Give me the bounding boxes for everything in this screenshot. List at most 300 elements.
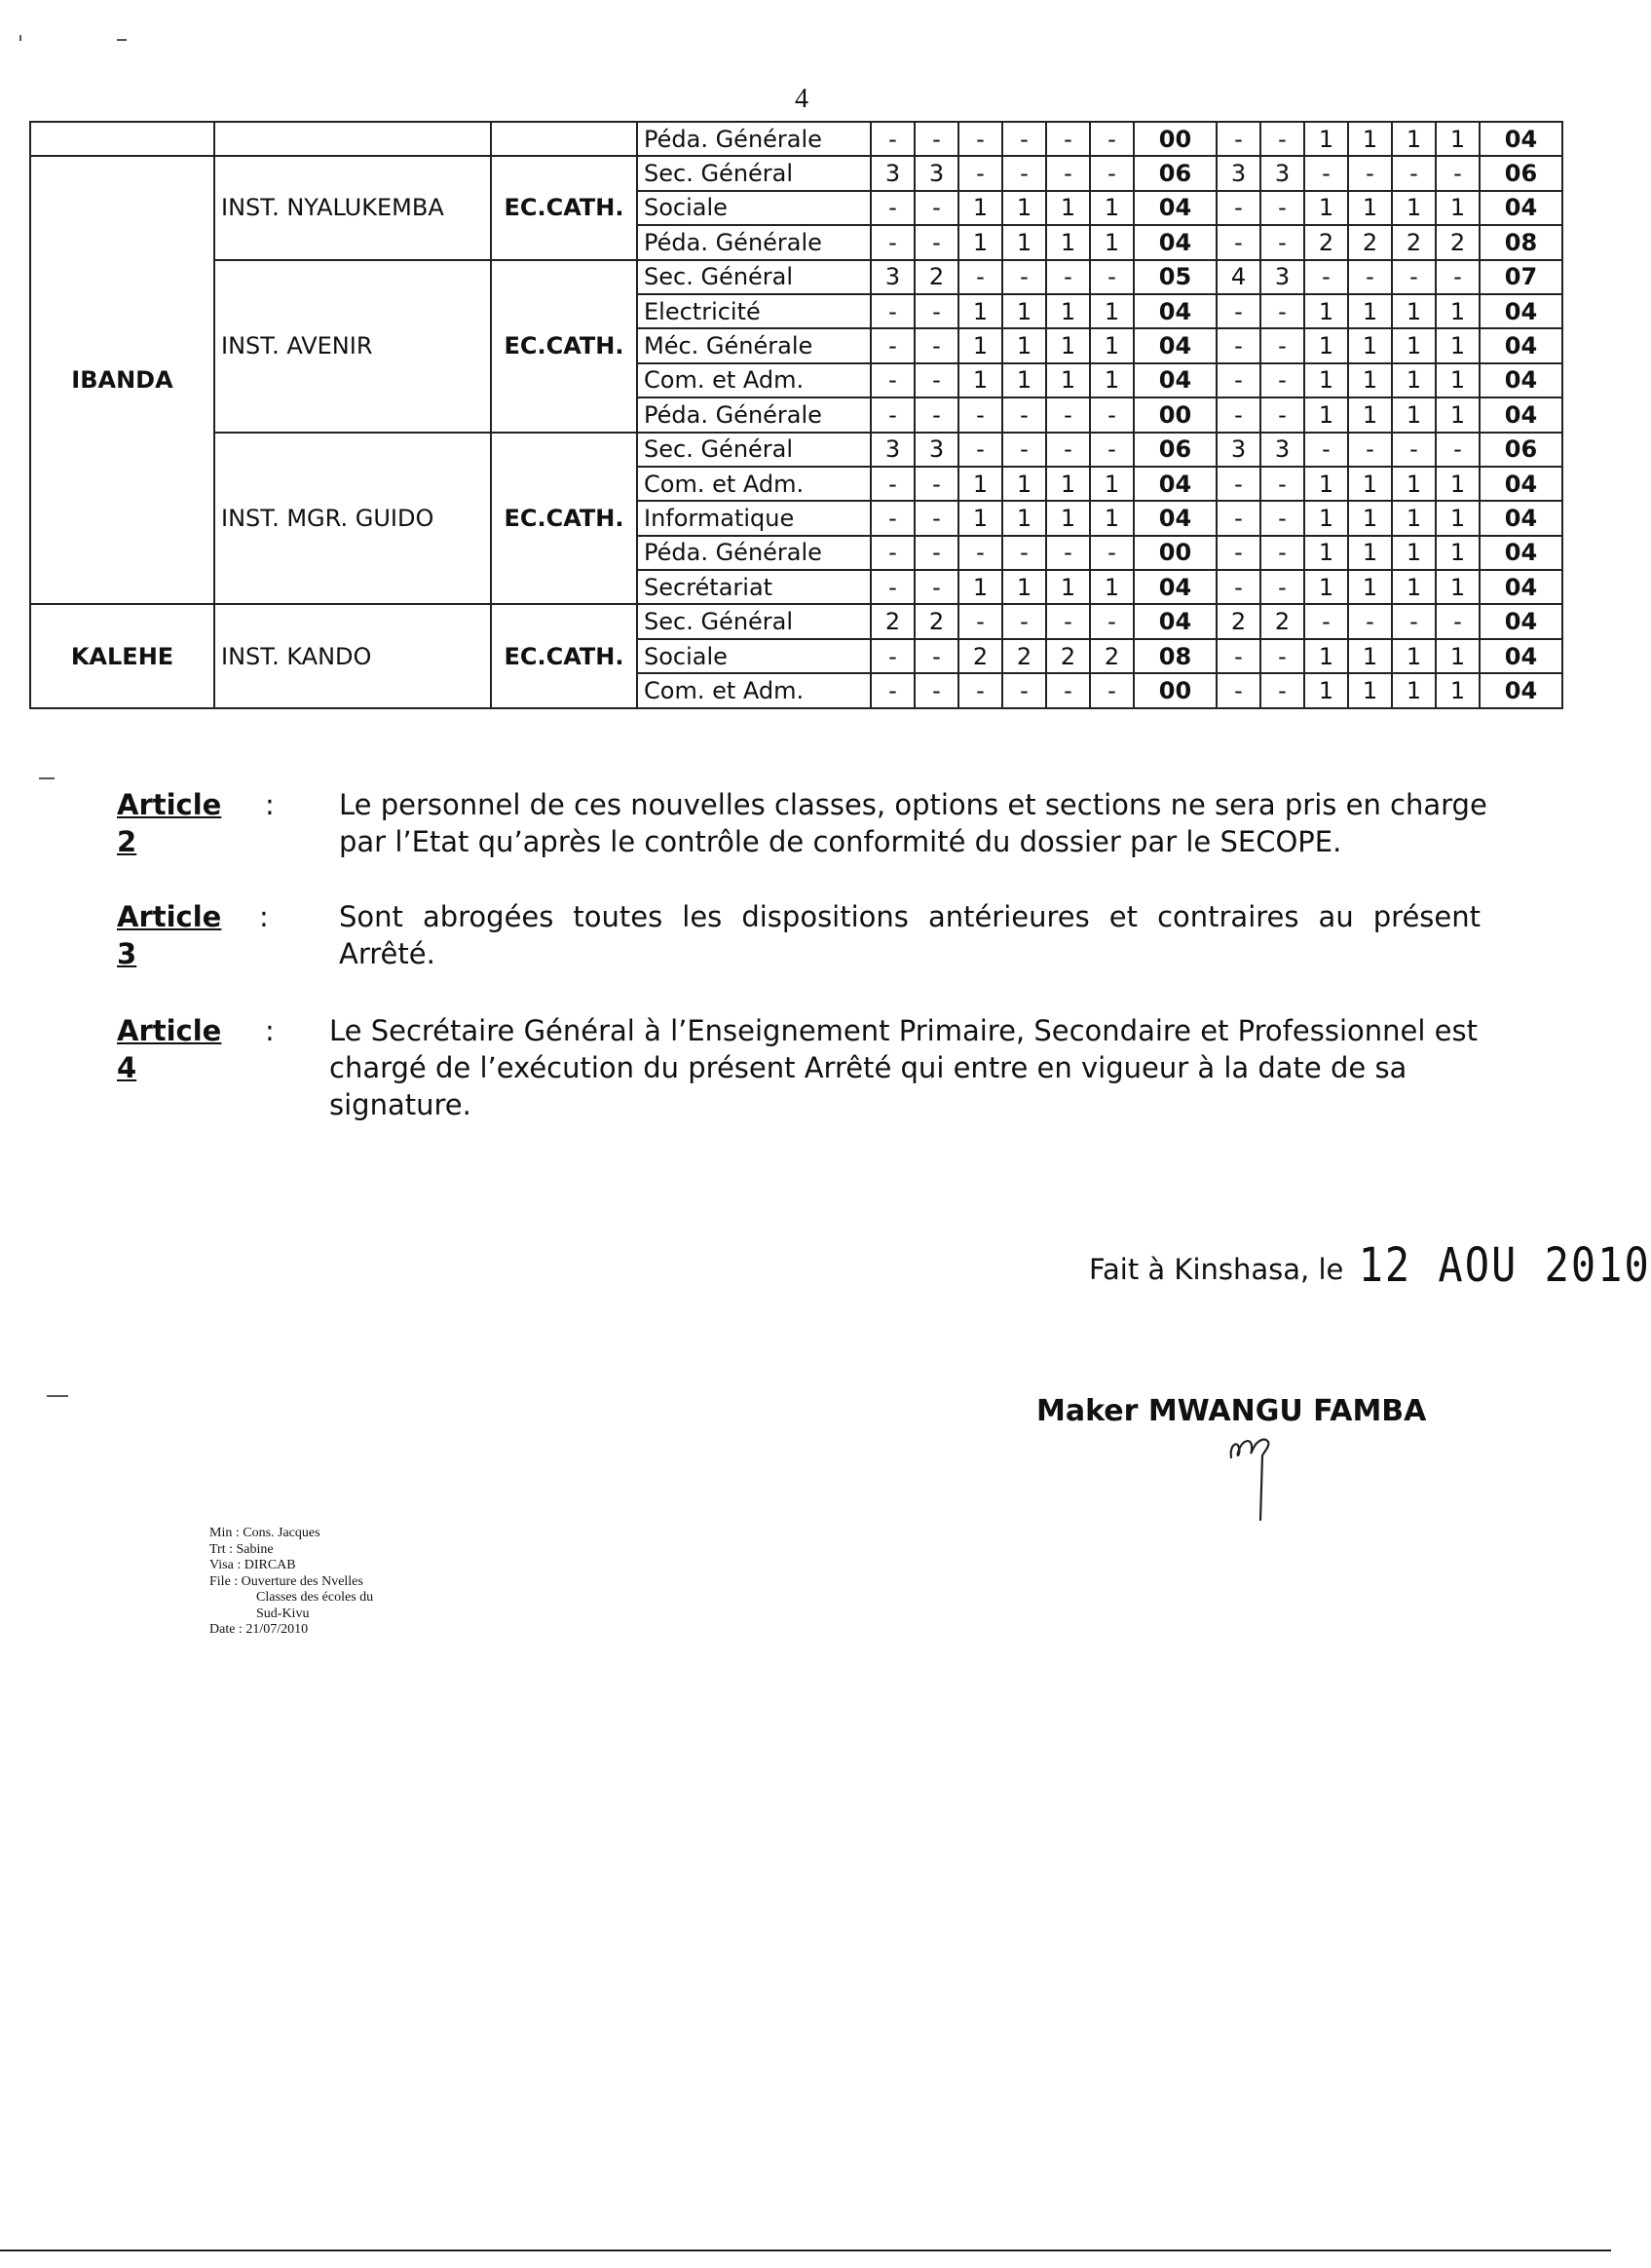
class-count-cell: - xyxy=(958,433,1002,467)
class-count-cell: - xyxy=(1090,433,1134,467)
class-count-cell: - xyxy=(1348,260,1392,294)
table-row xyxy=(30,604,1562,638)
class-count-cell: - xyxy=(1002,433,1046,467)
scan-mark xyxy=(39,777,55,779)
class-count-cell: - xyxy=(1260,294,1304,328)
class-count-cell: - xyxy=(1046,156,1090,190)
class-count-cell: - xyxy=(871,294,915,328)
class-count-cell: 1 xyxy=(1304,570,1348,604)
class-count-cell: - xyxy=(1348,433,1392,467)
class-count-cell: 1 xyxy=(1304,639,1348,673)
total-cell: 08 xyxy=(1480,225,1562,259)
class-count-cell: - xyxy=(871,673,915,707)
class-count-cell: 1 xyxy=(1090,363,1134,397)
class-count-cell: - xyxy=(871,225,915,259)
class-count-cell: 3 xyxy=(1260,156,1304,190)
class-count-cell: - xyxy=(915,191,958,225)
class-count-cell: 1 xyxy=(1348,397,1392,432)
option-cell: Com. et Adm. xyxy=(637,673,871,707)
class-count-cell: 1 xyxy=(1348,570,1392,604)
province-cell: IBANDA xyxy=(30,156,214,604)
class-count-cell: 1 xyxy=(1304,673,1348,707)
class-count-cell: 1 xyxy=(1002,191,1046,225)
class-count-cell: 3 xyxy=(1217,156,1260,190)
scan-mark xyxy=(117,39,127,41)
reference-line: Trt : Sabine xyxy=(209,1541,274,1557)
class-count-cell: 1 xyxy=(1436,122,1480,156)
class-count-cell: - xyxy=(871,328,915,362)
class-count-cell: - xyxy=(958,156,1002,190)
class-count-cell: - xyxy=(871,570,915,604)
class-count-cell: 1 xyxy=(1304,467,1348,501)
class-count-cell: 1 xyxy=(1392,501,1436,535)
class-count-cell: - xyxy=(1002,673,1046,707)
article-colon: : xyxy=(259,900,269,933)
class-count-cell: 1 xyxy=(1304,191,1348,225)
option-cell: Péda. Générale xyxy=(637,397,871,432)
class-count-cell: - xyxy=(1002,397,1046,432)
total-cell: 07 xyxy=(1480,260,1562,294)
total-cell: 06 xyxy=(1134,156,1217,190)
total-cell: 04 xyxy=(1480,604,1562,638)
option-cell: Péda. Générale xyxy=(637,536,871,570)
class-count-cell: - xyxy=(1046,122,1090,156)
total-cell: 04 xyxy=(1480,397,1562,432)
class-count-cell: - xyxy=(915,639,958,673)
class-count-cell: - xyxy=(1046,397,1090,432)
class-count-cell: - xyxy=(1348,604,1392,638)
scan-mark xyxy=(47,1395,68,1397)
class-count-cell: 1 xyxy=(1392,397,1436,432)
class-count-cell: - xyxy=(1217,122,1260,156)
table-row xyxy=(30,122,1562,156)
class-count-cell: 1 xyxy=(1348,294,1392,328)
class-count-cell: - xyxy=(1090,673,1134,707)
class-count-cell: - xyxy=(1002,122,1046,156)
class-count-cell: 1 xyxy=(1002,225,1046,259)
allocation-table xyxy=(29,121,1563,709)
class-count-cell: - xyxy=(1304,156,1348,190)
option-cell: Péda. Générale xyxy=(637,122,871,156)
total-cell: 00 xyxy=(1134,122,1217,156)
class-count-cell: 1 xyxy=(1348,673,1392,707)
total-cell: 04 xyxy=(1134,604,1217,638)
class-count-cell: 1 xyxy=(1046,328,1090,362)
class-count-cell: 1 xyxy=(1348,191,1392,225)
class-count-cell: 1 xyxy=(1046,225,1090,259)
class-count-cell: - xyxy=(915,225,958,259)
class-count-cell: - xyxy=(1217,225,1260,259)
option-cell: Sociale xyxy=(637,639,871,673)
class-count-cell: 4 xyxy=(1217,260,1260,294)
option-cell: Sec. Général xyxy=(637,433,871,467)
school-cell: INST. MGR. GUIDO xyxy=(214,433,491,605)
option-cell: Electricité xyxy=(637,294,871,328)
class-count-cell: - xyxy=(1260,536,1304,570)
reference-line: Classes des écoles du xyxy=(256,1590,374,1605)
class-count-cell: 2 xyxy=(1436,225,1480,259)
class-count-cell: - xyxy=(915,397,958,432)
reference-block xyxy=(209,1526,373,1639)
class-count-cell: - xyxy=(1217,363,1260,397)
class-count-cell: 3 xyxy=(1260,433,1304,467)
class-count-cell: 1 xyxy=(1436,328,1480,362)
class-count-cell: - xyxy=(915,294,958,328)
class-count-cell: 2 xyxy=(1392,225,1436,259)
class-count-cell: 1 xyxy=(1090,225,1134,259)
class-count-cell: 2 xyxy=(1090,639,1134,673)
class-count-cell: - xyxy=(1348,156,1392,190)
class-count-cell: - xyxy=(1260,467,1304,501)
article-line: signature. xyxy=(329,1088,471,1121)
class-count-cell: 2 xyxy=(915,260,958,294)
reference-line: Sud-Kivu xyxy=(256,1606,310,1621)
class-count-cell: - xyxy=(871,191,915,225)
class-count-cell: 3 xyxy=(871,433,915,467)
option-cell: Com. et Adm. xyxy=(637,467,871,501)
class-count-cell: 1 xyxy=(958,294,1002,328)
class-count-cell: 1 xyxy=(1392,363,1436,397)
class-count-cell: 1 xyxy=(1436,570,1480,604)
class-count-cell: - xyxy=(871,363,915,397)
article-line: chargé de l’exécution du présent Arrêté qui entre en vigueur à la date de sa xyxy=(329,1051,1407,1084)
article-text xyxy=(339,786,1625,860)
class-count-cell: - xyxy=(1217,639,1260,673)
class-count-cell: 1 xyxy=(1436,363,1480,397)
page-number: 4 xyxy=(795,84,808,114)
total-cell: 04 xyxy=(1134,570,1217,604)
total-cell: 04 xyxy=(1480,363,1562,397)
class-count-cell: 1 xyxy=(1348,639,1392,673)
class-count-cell: 2 xyxy=(1304,225,1348,259)
total-cell: 04 xyxy=(1134,225,1217,259)
article-label: Article 2 xyxy=(117,788,222,858)
regime-cell: EC.CATH. xyxy=(491,156,637,259)
class-count-cell: - xyxy=(1090,260,1134,294)
article-label: Article 3 xyxy=(117,900,222,970)
article-colon: : xyxy=(265,1014,275,1047)
option-cell: Sec. Général xyxy=(637,604,871,638)
regime-cell xyxy=(491,122,637,156)
table-row xyxy=(30,433,1562,467)
class-count-cell: 1 xyxy=(1090,294,1134,328)
article-text xyxy=(339,898,1481,972)
total-cell: 04 xyxy=(1480,536,1562,570)
class-count-cell: 1 xyxy=(1046,501,1090,535)
class-count-cell: - xyxy=(1260,191,1304,225)
class-count-cell: 1 xyxy=(1002,328,1046,362)
class-count-cell: - xyxy=(871,122,915,156)
class-count-cell: - xyxy=(1217,294,1260,328)
article-line: Arrêté. xyxy=(339,937,435,970)
class-count-cell: - xyxy=(1217,570,1260,604)
school-cell: INST. KANDO xyxy=(214,604,491,707)
class-count-cell: 1 xyxy=(1304,397,1348,432)
reference-line: Visa : DIRCAB xyxy=(209,1558,296,1572)
class-count-cell: - xyxy=(1002,536,1046,570)
class-count-cell: - xyxy=(1436,156,1480,190)
total-cell: 04 xyxy=(1134,294,1217,328)
class-count-cell: - xyxy=(958,397,1002,432)
province-cell xyxy=(30,122,214,156)
class-count-cell: 1 xyxy=(1392,191,1436,225)
class-count-cell: - xyxy=(1392,260,1436,294)
class-count-cell: - xyxy=(1217,467,1260,501)
reference-line: Min : Cons. Jacques xyxy=(209,1526,320,1540)
class-count-cell: 2 xyxy=(915,604,958,638)
total-cell: 04 xyxy=(1134,328,1217,362)
class-count-cell: - xyxy=(915,536,958,570)
class-count-cell: - xyxy=(1046,673,1090,707)
class-count-cell: 2 xyxy=(958,639,1002,673)
class-count-cell: 1 xyxy=(1304,294,1348,328)
total-cell: 04 xyxy=(1480,294,1562,328)
class-count-cell: - xyxy=(958,260,1002,294)
class-count-cell: 1 xyxy=(1090,501,1134,535)
class-count-cell: 1 xyxy=(958,467,1002,501)
handwritten-date: 12 AOU 2010 xyxy=(1358,1237,1651,1293)
class-count-cell: - xyxy=(1217,501,1260,535)
class-count-cell: 1 xyxy=(1436,467,1480,501)
article-label: Article 4 xyxy=(117,1014,222,1084)
total-cell: 00 xyxy=(1134,536,1217,570)
total-cell: 06 xyxy=(1480,433,1562,467)
class-count-cell: - xyxy=(1002,260,1046,294)
class-count-cell: - xyxy=(1046,536,1090,570)
class-count-cell: 1 xyxy=(1436,536,1480,570)
class-count-cell: 1 xyxy=(1046,467,1090,501)
total-cell: 06 xyxy=(1134,433,1217,467)
class-count-cell: 2 xyxy=(1348,225,1392,259)
class-count-cell: 1 xyxy=(1046,294,1090,328)
class-count-cell: 1 xyxy=(1304,536,1348,570)
class-count-cell: - xyxy=(1090,397,1134,432)
class-count-cell: - xyxy=(1436,433,1480,467)
total-cell: 05 xyxy=(1134,260,1217,294)
class-count-cell: 1 xyxy=(1002,570,1046,604)
class-count-cell: - xyxy=(1304,433,1348,467)
option-cell: Secrétariat xyxy=(637,570,871,604)
article-colon: : xyxy=(265,788,275,821)
class-count-cell: 1 xyxy=(1002,294,1046,328)
class-count-cell: - xyxy=(1260,225,1304,259)
class-count-cell: 1 xyxy=(1002,363,1046,397)
bottom-rule xyxy=(0,2249,1611,2251)
class-count-cell: 1 xyxy=(1348,328,1392,362)
class-count-cell: - xyxy=(871,536,915,570)
class-count-cell: - xyxy=(1260,363,1304,397)
class-count-cell: - xyxy=(1392,156,1436,190)
class-count-cell: 1 xyxy=(1436,639,1480,673)
regime-cell: EC.CATH. xyxy=(491,260,637,433)
total-cell: 00 xyxy=(1134,673,1217,707)
place-and-date xyxy=(1089,1237,1651,1293)
class-count-cell: - xyxy=(1217,536,1260,570)
class-count-cell: - xyxy=(915,673,958,707)
class-count-cell: - xyxy=(1304,604,1348,638)
class-count-cell: 1 xyxy=(1046,570,1090,604)
class-count-cell: - xyxy=(915,328,958,362)
class-count-cell: 1 xyxy=(958,225,1002,259)
class-count-cell: - xyxy=(915,363,958,397)
school-cell xyxy=(214,122,491,156)
class-count-cell: - xyxy=(1217,191,1260,225)
class-count-cell: - xyxy=(1392,433,1436,467)
class-count-cell: - xyxy=(1260,639,1304,673)
class-count-cell: - xyxy=(915,467,958,501)
total-cell: 04 xyxy=(1480,122,1562,156)
class-count-cell: - xyxy=(1090,122,1134,156)
class-count-cell: 1 xyxy=(1348,536,1392,570)
regime-cell: EC.CATH. xyxy=(491,433,637,605)
reference-line: Date : 21/07/2010 xyxy=(209,1622,309,1637)
class-count-cell: 1 xyxy=(1392,673,1436,707)
class-count-cell: - xyxy=(958,536,1002,570)
school-cell: INST. AVENIR xyxy=(214,260,491,433)
class-count-cell: 3 xyxy=(915,433,958,467)
total-cell: 04 xyxy=(1480,570,1562,604)
class-count-cell: 3 xyxy=(871,156,915,190)
total-cell: 04 xyxy=(1134,363,1217,397)
article-line: Le personnel de ces nouvelles classes, options et sections ne sera pris en charge xyxy=(339,788,1487,821)
class-count-cell: 1 xyxy=(958,501,1002,535)
class-count-cell: - xyxy=(1046,260,1090,294)
class-count-cell: 1 xyxy=(1392,570,1436,604)
total-cell: 04 xyxy=(1480,501,1562,535)
class-count-cell: - xyxy=(1436,604,1480,638)
class-count-cell: - xyxy=(1002,156,1046,190)
class-count-cell: 1 xyxy=(1392,122,1436,156)
class-count-cell: 1 xyxy=(1436,294,1480,328)
class-count-cell: 1 xyxy=(1090,570,1134,604)
class-count-cell: - xyxy=(871,397,915,432)
total-cell: 06 xyxy=(1480,156,1562,190)
class-count-cell: 2 xyxy=(1046,639,1090,673)
class-count-cell: 3 xyxy=(1217,433,1260,467)
class-count-cell: 1 xyxy=(1046,363,1090,397)
reference-line: File : Ouverture des Nvelles xyxy=(209,1573,363,1589)
class-count-cell: 1 xyxy=(1392,536,1436,570)
total-cell: 04 xyxy=(1480,328,1562,362)
class-count-cell: 1 xyxy=(958,570,1002,604)
class-count-cell: 1 xyxy=(1348,467,1392,501)
province-cell: KALEHE xyxy=(30,604,214,707)
total-cell: 04 xyxy=(1134,501,1217,535)
option-cell: Sec. Général xyxy=(637,260,871,294)
total-cell: 04 xyxy=(1134,191,1217,225)
class-count-cell: 1 xyxy=(1436,673,1480,707)
class-count-cell: 3 xyxy=(915,156,958,190)
class-count-cell: 1 xyxy=(1392,467,1436,501)
school-cell: INST. NYALUKEMBA xyxy=(214,156,491,259)
class-count-cell: - xyxy=(958,673,1002,707)
class-count-cell: 1 xyxy=(1436,397,1480,432)
class-count-cell: 1 xyxy=(1046,191,1090,225)
class-count-cell: - xyxy=(1392,604,1436,638)
option-cell: Sec. Général xyxy=(637,156,871,190)
total-cell: 08 xyxy=(1134,639,1217,673)
class-count-cell: 1 xyxy=(1304,328,1348,362)
option-cell: Sociale xyxy=(637,191,871,225)
class-count-cell: - xyxy=(1002,604,1046,638)
table-row xyxy=(30,260,1562,294)
class-count-cell: 1 xyxy=(958,328,1002,362)
class-count-cell: 1 xyxy=(1392,294,1436,328)
class-count-cell: - xyxy=(1090,156,1134,190)
class-count-cell: - xyxy=(871,501,915,535)
signer-name: Maker MWANGU FAMBA xyxy=(1036,1394,1427,1428)
total-cell: 04 xyxy=(1480,673,1562,707)
class-count-cell: 1 xyxy=(1304,122,1348,156)
class-count-cell: - xyxy=(1260,570,1304,604)
class-count-cell: 3 xyxy=(871,260,915,294)
class-count-cell: 1 xyxy=(1002,501,1046,535)
class-count-cell: - xyxy=(871,467,915,501)
scan-mark xyxy=(19,35,21,41)
class-count-cell: 1 xyxy=(958,363,1002,397)
class-count-cell: 1 xyxy=(1436,191,1480,225)
total-cell: 04 xyxy=(1480,639,1562,673)
class-count-cell: 1 xyxy=(1304,501,1348,535)
option-cell: Informatique xyxy=(637,501,871,535)
class-count-cell: - xyxy=(1436,260,1480,294)
class-count-cell: 1 xyxy=(1392,639,1436,673)
article-text xyxy=(329,1012,1478,1123)
table-row xyxy=(30,156,1562,190)
class-count-cell: - xyxy=(958,122,1002,156)
class-count-cell: 2 xyxy=(1002,639,1046,673)
class-count-cell: 1 xyxy=(1348,122,1392,156)
class-count-cell: - xyxy=(1260,397,1304,432)
class-count-cell: - xyxy=(1260,122,1304,156)
class-count-cell: - xyxy=(915,122,958,156)
class-count-cell: 1 xyxy=(1002,467,1046,501)
class-count-cell: - xyxy=(1260,328,1304,362)
allocation-table-body xyxy=(30,122,1562,708)
class-count-cell: - xyxy=(1046,604,1090,638)
signature-icon xyxy=(1225,1432,1274,1526)
class-count-cell: - xyxy=(1217,673,1260,707)
article-line: Sont abrogées toutes les dispositions antérieures et contraires au présent xyxy=(339,900,1481,933)
class-count-cell: - xyxy=(1260,501,1304,535)
class-count-cell: 1 xyxy=(1090,191,1134,225)
article-line: par l’Etat qu’après le contrôle de conformité du dossier par le SECOPE. xyxy=(339,825,1342,858)
class-count-cell: - xyxy=(915,570,958,604)
class-count-cell: 1 xyxy=(1304,363,1348,397)
class-count-cell: - xyxy=(1217,397,1260,432)
class-count-cell: 2 xyxy=(1217,604,1260,638)
option-cell: Méc. Générale xyxy=(637,328,871,362)
regime-cell: EC.CATH. xyxy=(491,604,637,707)
class-count-cell: - xyxy=(958,604,1002,638)
option-cell: Péda. Générale xyxy=(637,225,871,259)
class-count-cell: 1 xyxy=(1090,467,1134,501)
class-count-cell: - xyxy=(1260,673,1304,707)
class-count-cell: 1 xyxy=(1436,501,1480,535)
class-count-cell: - xyxy=(915,501,958,535)
place-text: Fait à Kinshasa, le xyxy=(1089,1253,1344,1286)
class-count-cell: 1 xyxy=(1348,363,1392,397)
class-count-cell: 1 xyxy=(1392,328,1436,362)
class-count-cell: 1 xyxy=(1090,328,1134,362)
class-count-cell: - xyxy=(1090,536,1134,570)
total-cell: 00 xyxy=(1134,397,1217,432)
article-line: Le Secrétaire Général à l’Enseignement Primaire, Secondaire et Professionnel est xyxy=(329,1014,1478,1047)
class-count-cell: 2 xyxy=(1260,604,1304,638)
total-cell: 04 xyxy=(1134,467,1217,501)
class-count-cell: 1 xyxy=(1348,501,1392,535)
total-cell: 04 xyxy=(1480,191,1562,225)
